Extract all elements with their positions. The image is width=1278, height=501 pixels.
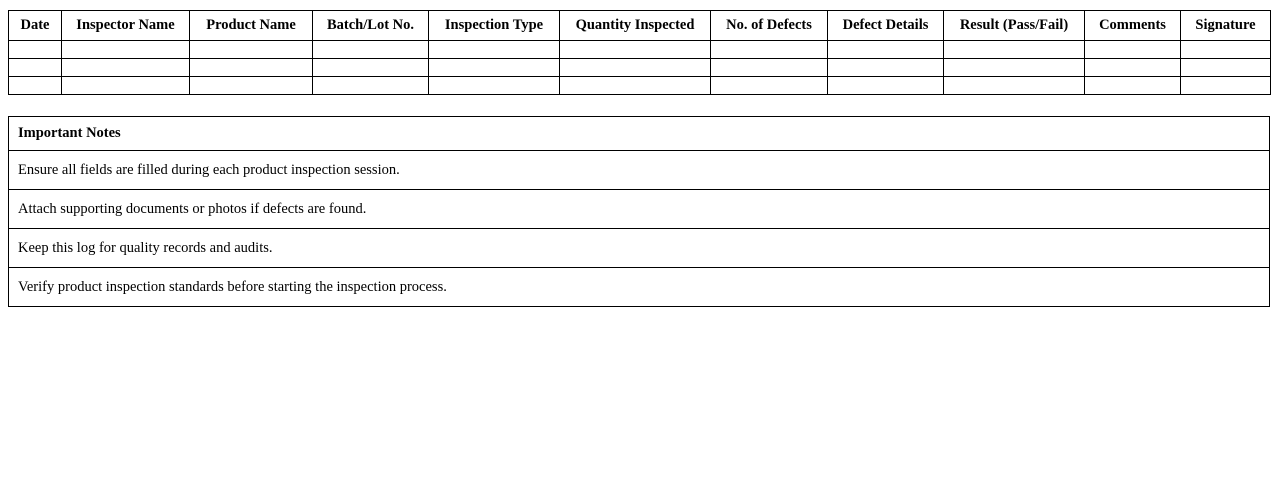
cell-no-of-defects[interactable] — [711, 59, 828, 77]
column-header-comments: Comments — [1085, 11, 1181, 41]
table-row — [9, 41, 1271, 59]
notes-heading: Important Notes — [9, 117, 1270, 151]
cell-result[interactable] — [944, 59, 1085, 77]
table-header-row — [9, 11, 1271, 41]
list-item — [9, 190, 1270, 229]
cell-quantity-inspected[interactable] — [560, 77, 711, 95]
column-header-product-name: Product Name — [190, 11, 313, 41]
cell-comments[interactable] — [1085, 77, 1181, 95]
cell-no-of-defects[interactable] — [711, 41, 828, 59]
cell-date[interactable] — [9, 77, 62, 95]
cell-signature[interactable] — [1181, 41, 1271, 59]
cell-inspection-type[interactable] — [429, 59, 560, 77]
list-item — [9, 151, 1270, 190]
cell-inspector-name[interactable] — [62, 41, 190, 59]
cell-comments[interactable] — [1085, 41, 1181, 59]
cell-inspection-type[interactable] — [429, 41, 560, 59]
cell-quantity-inspected[interactable] — [560, 41, 711, 59]
list-item — [9, 268, 1270, 307]
notes-heading-row — [9, 117, 1270, 151]
note-text: Keep this log for quality records and audits. — [9, 229, 1270, 268]
cell-defect-details[interactable] — [828, 77, 944, 95]
cell-comments[interactable] — [1085, 59, 1181, 77]
cell-inspector-name[interactable] — [62, 59, 190, 77]
cell-product-name[interactable] — [190, 77, 313, 95]
column-header-signature: Signature — [1181, 11, 1271, 41]
column-header-batch-lot-no: Batch/Lot No. — [313, 11, 429, 41]
cell-result[interactable] — [944, 41, 1085, 59]
cell-product-name[interactable] — [190, 59, 313, 77]
cell-date[interactable] — [9, 41, 62, 59]
cell-inspection-type[interactable] — [429, 77, 560, 95]
column-header-quantity-inspected: Quantity Inspected — [560, 11, 711, 41]
table-row — [9, 77, 1271, 95]
note-text: Attach supporting documents or photos if defects are found. — [9, 190, 1270, 229]
note-text: Verify product inspection standards before starting the inspection process. — [9, 268, 1270, 307]
cell-defect-details[interactable] — [828, 41, 944, 59]
column-header-defect-details: Defect Details — [828, 11, 944, 41]
list-item — [9, 229, 1270, 268]
table-row — [9, 59, 1271, 77]
column-header-result-pass-fail: Result (Pass/Fail) — [944, 11, 1085, 41]
column-header-no-of-defects: No. of Defects — [711, 11, 828, 41]
cell-quantity-inspected[interactable] — [560, 59, 711, 77]
cell-inspector-name[interactable] — [62, 77, 190, 95]
cell-signature[interactable] — [1181, 77, 1271, 95]
note-text: Ensure all fields are filled during each product inspection session. — [9, 151, 1270, 190]
column-header-inspection-type: Inspection Type — [429, 11, 560, 41]
cell-batch-lot-no[interactable] — [313, 41, 429, 59]
inspection-log-table — [8, 10, 1271, 95]
cell-no-of-defects[interactable] — [711, 77, 828, 95]
column-header-inspector-name: Inspector Name — [62, 11, 190, 41]
column-header-date: Date — [9, 11, 62, 41]
cell-signature[interactable] — [1181, 59, 1271, 77]
cell-result[interactable] — [944, 77, 1085, 95]
cell-defect-details[interactable] — [828, 59, 944, 77]
important-notes-table — [8, 116, 1270, 307]
cell-batch-lot-no[interactable] — [313, 59, 429, 77]
cell-date[interactable] — [9, 59, 62, 77]
cell-batch-lot-no[interactable] — [313, 77, 429, 95]
cell-product-name[interactable] — [190, 41, 313, 59]
